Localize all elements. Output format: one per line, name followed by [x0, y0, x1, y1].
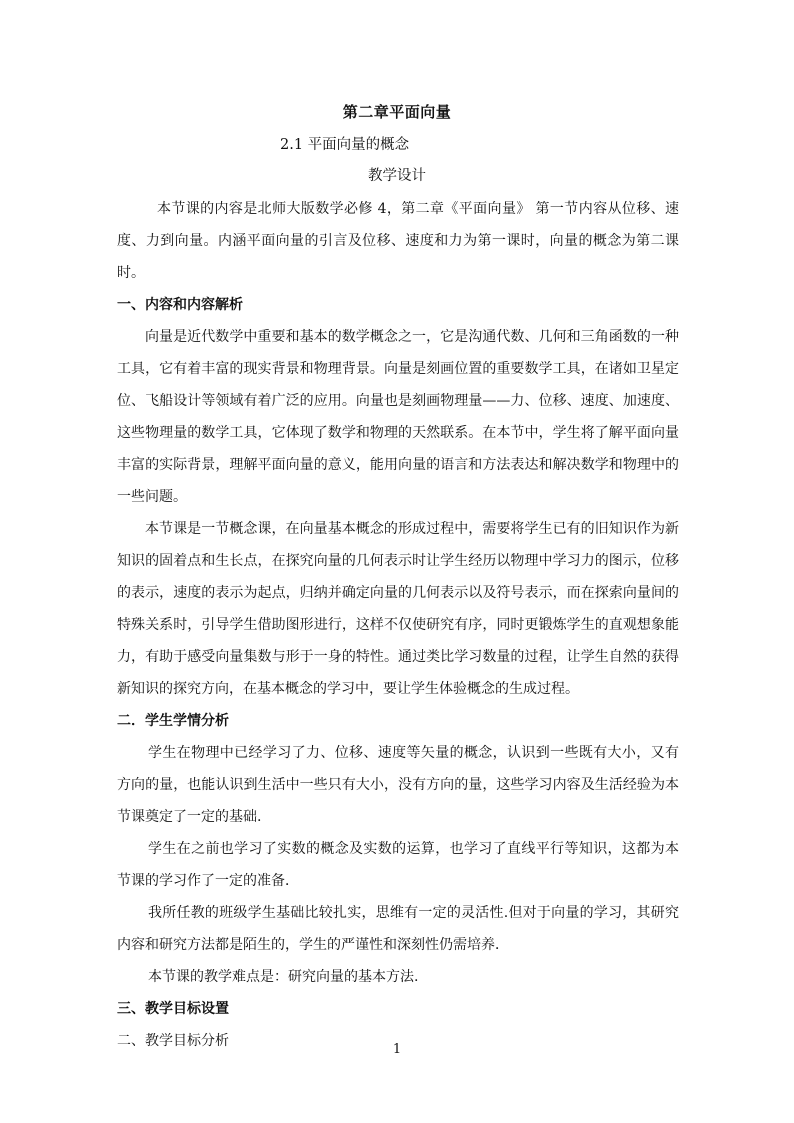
- section-heading-students: 二．学生学情分析: [117, 713, 229, 729]
- document-subtitle: 教学设计: [368, 168, 426, 184]
- students-paragraph-3: 我所任教的班级学生基础比较扎实，思维有一定的灵活性.但对于向量的学习，其研究内容和研究方法都是陌生的，学生的严谨性和深刻性仍需培养．: [117, 905, 679, 953]
- students-paragraph-1: 学生在物理中已经学习了力、位移、速度等矢量的概念，认识到一些既有大小，又有方向的量，也能认识到生活中一些只有大小，没有方向的量，这些学习内容及生活经验为本节课奠定了一定的基础.: [117, 745, 679, 825]
- difficulty-paragraph: 本节课的教学难点是：研究向量的基本方法.: [148, 969, 419, 985]
- intro-paragraph: 本节课的内容是北师大版数学必修 4，第二章《平面向量》 第一节内容从位移、速度、力到向量。内涵平面向量的引言及位移、速度和力为第一课时，向量的概念为第二课时。: [117, 201, 679, 281]
- document-body: [117, 193, 679, 1057]
- content-paragraph-2: 本节课是一节概念课，在向量基本概念的形成过程中，需要将学生已有的旧知识作为新知识的固着点和生长点，在探究向量的几何表示时让学生经历以物理中学习力的图示，位移的表示，速度的表示为起点，归纳并确定向量的几何表示以及符号表示，而在探索向量间的特殊关系时，引导学生借助图形进行，这样不仅使研究有序，同时更锻炼学生的直观想象能力，有助于感受向量集数与形于一身的特性。通过类比学习数量的过程，让学生自然的获得新知识的探究方向，在基本概念的学习中，要让学生体验概念的生成过程。: [117, 521, 679, 697]
- students-paragraph-2: 学生在之前也学习了实数的概念及实数的运算，也学习了直线平行等知识，这都为本节课的学习作了一定的准备．: [117, 841, 679, 889]
- section-title: 2.1 平面向量的概念: [280, 137, 410, 153]
- page-number: 1: [392, 1042, 402, 1057]
- section-heading-goals-analysis: 二、教学目标分析: [117, 1033, 229, 1049]
- document-title: 第二章平面向量: [342, 103, 452, 121]
- section-heading-content: 一、内容和内容解析: [117, 297, 243, 313]
- content-paragraph-1: 向量是近代数学中重要和基本的数学概念之一，它是沟通代数、几何和三角函数的一种工具，它有着丰富的现实背景和物理背景。向量是刻画位置的重要数学工具，在诸如卫星定位、飞船设计等领域有着广泛的应用。向量也是刻画物理量——力、位移、速度、加速度、这些物理量的数学工具，它体现了数学和物理的天然联系。在本节中，学生将了解平面向量丰富的实际背景，理解平面向量的意义，能用向量的语言和方法表达和解决数学和物理中的一些问题。: [117, 329, 679, 505]
- section-heading-goals: 三、教学目标设置: [117, 1001, 229, 1017]
